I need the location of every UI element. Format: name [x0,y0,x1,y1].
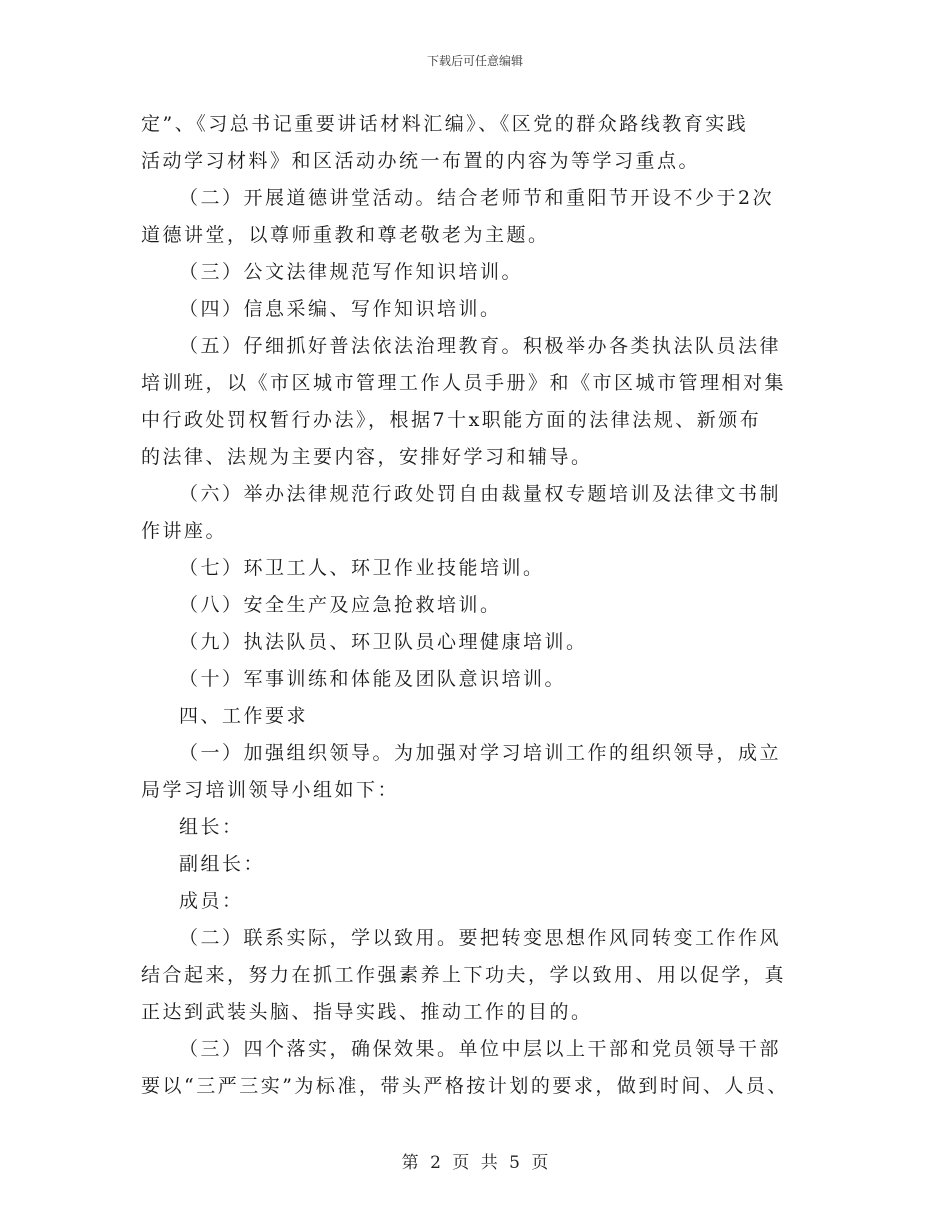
text-line: 成员： [179,890,244,912]
text-line: （七）环卫工人、环卫作业技能培训。 [179,557,545,579]
text-line: （四）信息采编、写作知识培训。 [179,298,502,320]
text-line: 作讲座。 [141,520,228,542]
text-line: 局学习培训领导小组如下： [141,779,400,801]
document-body [141,106,821,1105]
text-line: 中行政处罚权暂行办法》，根据7十x职能方面的法律法规、新颁布 [141,409,762,431]
text-line: （九）执法队员、环卫队员心理健康培训。 [179,631,588,653]
text-line: （一）加强组织领导。为加强对学习培训工作的组织领导，成立 [179,742,782,764]
text-line: （六）举办法律规范行政处罚自由裁量权专题培训及法律文书制 [179,483,782,505]
text-line: （二）开展道德讲堂活动。结合老师节和重阳节开设不少于2次 [179,187,775,209]
text-line: 定”、《习总书记重要讲话材料汇编》、《区党的群众路线教育实践 [141,113,749,135]
section-heading: 四、工作要求 [179,705,309,727]
text-line: （八）安全生产及应急抢救培训。 [179,594,502,616]
text-line: 培训班，以《市区城市管理工作人员手册》和《市区城市管理相对集 [141,372,787,394]
text-line: 组长： [179,816,244,838]
text-line: 的法律、法规为主要内容，安排好学习和辅导。 [141,446,593,468]
text-line: 副组长： [179,853,266,875]
text-line: （五）仔细抓好普法依法治理教育。积极举办各类执法队员法律 [179,335,782,357]
text-line: （三）公文法律规范写作知识培训。 [179,261,524,283]
text-line: （三）四个落实，确保效果。单位中层以上干部和党员领导干部 [179,1038,782,1060]
text-line: 道德讲堂，以尊师重教和尊老敬老为主题。 [141,224,550,246]
text-line: 要以“三严三实”为标准，带头严格按计划的要求，做到时间、人员、 [141,1075,789,1097]
text-line: （二）联系实际，学以致用。要把转变思想作风同转变工作作风 [179,927,782,949]
text-line: 正达到武装头脑、指导实践、推动工作的目的。 [141,1001,593,1023]
text-line: 活动学习材料》和区活动办统一布置的内容为等学习重点。 [141,150,701,172]
page-header: 下载后可任意编辑 [426,54,523,68]
page-number-footer: 第 2 页 共 5 页 [401,1153,549,1173]
text-line: （十）军事训练和体能及团队意识培训。 [179,668,567,690]
text-line: 结合起来，努力在抓工作强素养上下功夫，学以致用、用以促学，真 [141,964,787,986]
